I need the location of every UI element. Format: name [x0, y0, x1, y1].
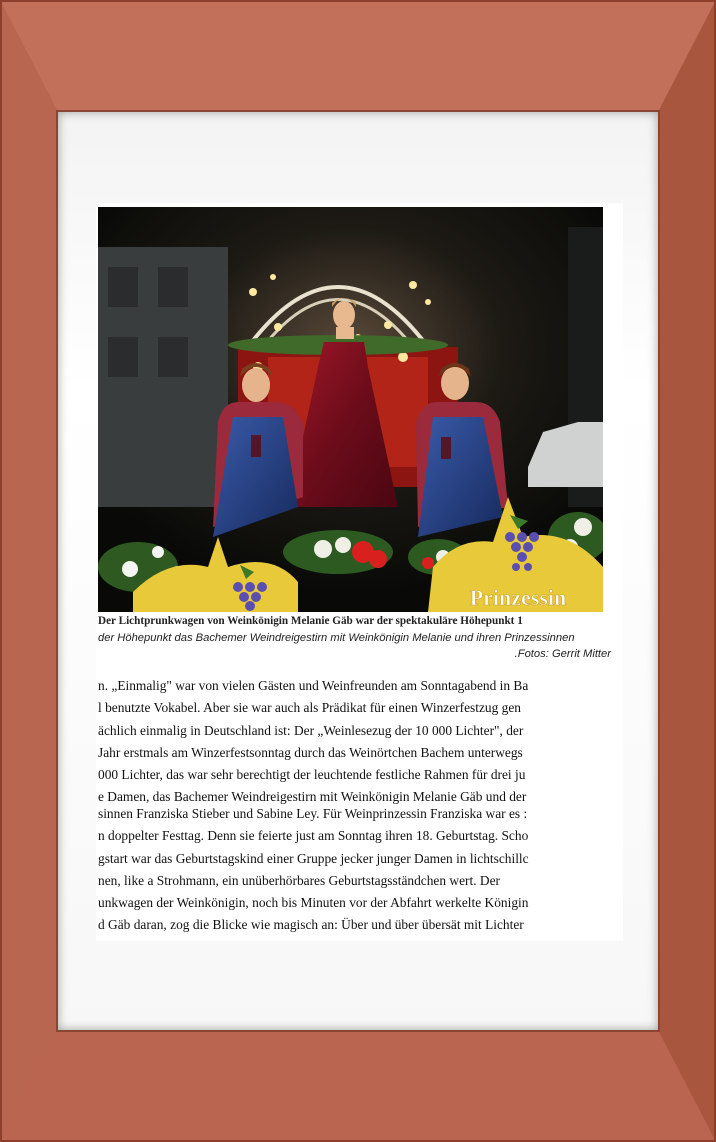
photo-credit: .Fotos: Gerrit Mitter — [514, 648, 611, 660]
text-line: unkwagen der Weinkönigin, noch bis Minuten vor der Abfahrt werkelte Königin — [98, 895, 529, 911]
text-line: Jahr erstmals am Winzerfestsonntag durch das Weinörtchen Bachem unterwegs — [98, 744, 523, 760]
text-line: e Damen, das Bachemer Weindreigestirn mit Weinkönigin Melanie Gäb und der — [98, 789, 527, 805]
photo-illustration — [98, 207, 603, 612]
text-line: ächlich einmalig in Deutschland ist: Der „Weinlesezug der 10 000 Lichter", der — [98, 722, 524, 738]
text-line: l benutzte Vokabel. Aber sie war auch als Prädikat für einen Winzerfestzug gen — [98, 700, 521, 716]
text-line: gstart war das Geburtstagskind einer Gruppe jecker junger Damen in lichtschillc — [98, 850, 529, 866]
text-line: n doppelter Festtag. Denn sie feierte just am Sonntag ihren 18. Geburtstag. Scho — [98, 828, 529, 844]
cart-sign-text: Prinzessin — [469, 585, 567, 610]
princess-left-face — [242, 368, 270, 402]
princess-right-face — [441, 366, 469, 400]
text-line: nen, like a Strohmann, ein unüberhörbares Geburtstagsständchen wert. Der — [98, 872, 500, 888]
article-photo — [98, 207, 603, 612]
queen-face — [333, 301, 355, 329]
text-line: 000 Lichter, das war sehr berechtigt der leuchtende festliche Rahmen für drei ju — [98, 767, 526, 783]
article-paragraph-1 — [98, 675, 623, 809]
text-line: n. „Einmalig" war von vielen Gästen und Weinfreunden am Sonntagabend in Ba — [98, 678, 529, 693]
text-line: d Gäb daran, zog die Blicke wie magisch an: Über und über übersät mit Lichter — [98, 917, 524, 933]
text-line: sinnen Franziska Stieber und Sabine Ley. Für Weinprinzessin Franziska war es : — [98, 806, 528, 821]
newspaper-clipping — [96, 203, 623, 941]
photo-caption-italic: der Höhepunkt das Bachemer Weindreigestirn mit Weinkönigin Melanie und ihren Prinzessinnen — [98, 632, 575, 644]
article-paragraph-2 — [98, 803, 623, 937]
photo-caption-bold: Der Lichtprunkwagen von Weinkönigin Melanie Gäb war der spektakuläre Höhepunkt 1 — [98, 615, 523, 627]
